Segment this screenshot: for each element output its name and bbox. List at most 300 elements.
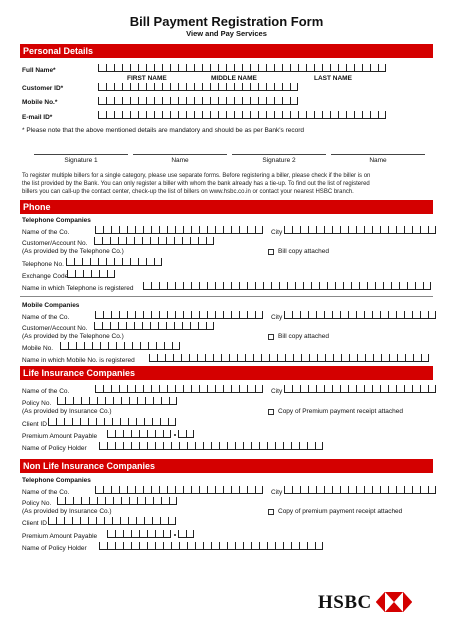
char-box[interactable] [251,542,259,550]
char-box[interactable] [428,311,436,319]
char-box[interactable] [123,430,131,438]
char-box[interactable] [213,354,221,362]
char-box[interactable] [64,517,72,525]
char-box[interactable] [210,97,218,105]
char-box[interactable] [282,83,290,91]
char-box[interactable] [183,311,191,319]
char-box[interactable] [199,311,207,319]
nonlife-city-field[interactable] [284,486,436,494]
char-box[interactable] [284,486,292,494]
char-box[interactable] [330,64,338,72]
char-box[interactable] [428,226,436,234]
char-box[interactable] [60,342,68,350]
char-box[interactable] [151,385,159,393]
tel-city-field[interactable] [284,226,436,234]
char-box[interactable] [243,542,251,550]
char-box[interactable] [150,237,158,245]
char-box[interactable] [162,64,170,72]
mobile-field[interactable] [98,97,298,105]
char-box[interactable] [412,311,420,319]
char-box[interactable] [89,497,97,505]
char-box[interactable] [428,385,436,393]
char-box[interactable] [102,322,110,330]
char-box[interactable] [170,83,178,91]
char-box[interactable] [340,226,348,234]
char-box[interactable] [396,226,404,234]
char-box[interactable] [167,311,175,319]
char-box[interactable] [226,83,234,91]
char-box[interactable] [154,111,162,119]
char-box[interactable] [298,64,306,72]
char-box[interactable] [215,226,223,234]
char-box[interactable] [159,226,167,234]
char-box[interactable] [170,97,178,105]
char-box[interactable] [258,64,266,72]
char-box[interactable] [250,111,258,119]
char-box[interactable] [202,64,210,72]
char-box[interactable] [292,311,300,319]
char-box[interactable] [195,542,203,550]
life-holder-field[interactable] [99,442,323,450]
char-box[interactable] [231,486,239,494]
char-box[interactable] [202,83,210,91]
char-box[interactable] [235,542,243,550]
char-box[interactable] [95,486,103,494]
char-box[interactable] [159,282,167,290]
char-box[interactable] [210,83,218,91]
char-box[interactable] [120,517,128,525]
char-box[interactable] [149,354,157,362]
char-box[interactable] [81,497,89,505]
char-box[interactable] [239,226,247,234]
char-box[interactable] [132,342,140,350]
char-box[interactable] [111,486,119,494]
char-box[interactable] [95,385,103,393]
char-box[interactable] [183,486,191,494]
char-box[interactable] [88,517,96,525]
char-box[interactable] [299,542,307,550]
char-box[interactable] [365,354,373,362]
char-box[interactable] [135,385,143,393]
char-box[interactable] [182,237,190,245]
char-box[interactable] [48,418,56,426]
char-box[interactable] [122,111,130,119]
char-box[interactable] [67,270,75,278]
char-box[interactable] [194,97,202,105]
char-box[interactable] [138,83,146,91]
char-box[interactable] [259,542,267,550]
char-box[interactable] [404,385,412,393]
char-box[interactable] [364,226,372,234]
char-box[interactable] [197,354,205,362]
char-box[interactable] [303,282,311,290]
life-city-field[interactable] [284,385,436,393]
char-box[interactable] [155,442,163,450]
char-box[interactable] [316,385,324,393]
char-box[interactable] [215,311,223,319]
char-box[interactable] [98,83,106,91]
char-box[interactable] [373,354,381,362]
char-box[interactable] [156,342,164,350]
char-box[interactable] [283,442,291,450]
char-box[interactable] [421,354,429,362]
char-box[interactable] [407,282,415,290]
full-name-field[interactable] [98,64,386,72]
char-box[interactable] [107,430,115,438]
char-box[interactable] [255,226,263,234]
char-box[interactable] [190,322,198,330]
char-box[interactable] [356,226,364,234]
char-box[interactable] [130,83,138,91]
char-box[interactable] [152,517,160,525]
char-box[interactable] [144,418,152,426]
char-box[interactable] [325,354,333,362]
char-box[interactable] [198,322,206,330]
char-box[interactable] [215,282,223,290]
char-box[interactable] [142,322,150,330]
char-box[interactable] [223,486,231,494]
char-box[interactable] [348,385,356,393]
char-box[interactable] [57,497,65,505]
char-box[interactable] [130,111,138,119]
char-box[interactable] [119,311,127,319]
char-box[interactable] [146,97,154,105]
char-box[interactable] [127,486,135,494]
char-box[interactable] [73,497,81,505]
char-box[interactable] [169,497,177,505]
char-box[interactable] [158,322,166,330]
char-box[interactable] [191,385,199,393]
char-box[interactable] [356,385,364,393]
char-box[interactable] [330,111,338,119]
char-box[interactable] [279,282,287,290]
char-box[interactable] [380,486,388,494]
char-box[interactable] [166,237,174,245]
char-box[interactable] [178,111,186,119]
char-box[interactable] [127,311,135,319]
char-box[interactable] [187,542,195,550]
char-box[interactable] [391,282,399,290]
char-box[interactable] [247,311,255,319]
char-box[interactable] [332,226,340,234]
char-box[interactable] [160,517,168,525]
char-box[interactable] [178,83,186,91]
char-box[interactable] [223,226,231,234]
tel-company-name-field[interactable] [95,226,263,234]
char-box[interactable] [74,258,82,266]
char-box[interactable] [102,237,110,245]
char-box[interactable] [243,442,251,450]
char-box[interactable] [332,385,340,393]
char-box[interactable] [290,97,298,105]
char-box[interactable] [199,385,207,393]
char-box[interactable] [115,430,123,438]
char-box[interactable] [104,418,112,426]
char-box[interactable] [105,497,113,505]
char-box[interactable] [372,486,380,494]
char-box[interactable] [404,226,412,234]
char-box[interactable] [290,64,298,72]
char-box[interactable] [120,418,128,426]
char-box[interactable] [290,111,298,119]
char-box[interactable] [191,282,199,290]
char-box[interactable] [203,442,211,450]
char-box[interactable] [227,542,235,550]
char-box[interactable] [223,311,231,319]
char-box[interactable] [362,64,370,72]
char-box[interactable] [154,97,162,105]
char-box[interactable] [170,111,178,119]
char-box[interactable] [99,542,107,550]
char-box[interactable] [181,354,189,362]
char-box[interactable] [380,385,388,393]
char-box[interactable] [186,430,194,438]
char-box[interactable] [76,342,84,350]
char-box[interactable] [168,418,176,426]
char-box[interactable] [341,354,349,362]
char-box[interactable] [98,64,106,72]
char-box[interactable] [121,397,129,405]
char-box[interactable] [129,497,137,505]
char-box[interactable] [107,542,115,550]
char-box[interactable] [106,83,114,91]
char-box[interactable] [207,226,215,234]
char-box[interactable] [122,97,130,105]
char-box[interactable] [164,342,172,350]
char-box[interactable] [351,282,359,290]
char-box[interactable] [179,442,187,450]
char-box[interactable] [119,226,127,234]
char-box[interactable] [250,97,258,105]
char-box[interactable] [143,486,151,494]
char-box[interactable] [308,311,316,319]
char-box[interactable] [138,64,146,72]
char-box[interactable] [274,111,282,119]
char-box[interactable] [324,486,332,494]
char-box[interactable] [284,385,292,393]
char-box[interactable] [340,486,348,494]
char-box[interactable] [210,64,218,72]
char-box[interactable] [235,442,243,450]
char-box[interactable] [119,486,127,494]
char-box[interactable] [311,282,319,290]
char-box[interactable] [372,311,380,319]
char-box[interactable] [348,486,356,494]
char-box[interactable] [147,530,155,538]
char-box[interactable] [349,354,357,362]
char-box[interactable] [356,486,364,494]
char-box[interactable] [282,111,290,119]
char-box[interactable] [103,486,111,494]
char-box[interactable] [412,226,420,234]
char-box[interactable] [332,311,340,319]
char-box[interactable] [113,397,121,405]
char-box[interactable] [194,64,202,72]
char-box[interactable] [283,542,291,550]
char-box[interactable] [167,385,175,393]
char-box[interactable] [135,226,143,234]
char-box[interactable] [146,83,154,91]
char-box[interactable] [397,354,405,362]
char-box[interactable] [307,442,315,450]
char-box[interactable] [396,385,404,393]
char-box[interactable] [372,226,380,234]
char-box[interactable] [253,354,261,362]
char-box[interactable] [64,418,72,426]
char-box[interactable] [81,397,89,405]
char-box[interactable] [80,418,88,426]
char-box[interactable] [103,385,111,393]
char-box[interactable] [423,282,431,290]
char-box[interactable] [412,385,420,393]
char-box[interactable] [428,486,436,494]
char-box[interactable] [300,226,308,234]
char-box[interactable] [306,64,314,72]
char-box[interactable] [223,385,231,393]
char-box[interactable] [202,111,210,119]
char-box[interactable] [247,282,255,290]
char-box[interactable] [239,311,247,319]
char-box[interactable] [275,542,283,550]
mob-company-name-field[interactable] [95,311,263,319]
char-box[interactable] [128,517,136,525]
char-box[interactable] [159,311,167,319]
char-box[interactable] [375,282,383,290]
char-box[interactable] [389,354,397,362]
char-box[interactable] [114,83,122,91]
char-box[interactable] [161,397,169,405]
char-box[interactable] [396,486,404,494]
char-box[interactable] [123,442,131,450]
char-box[interactable] [335,282,343,290]
char-box[interactable] [195,442,203,450]
char-box[interactable] [97,397,105,405]
char-box[interactable] [266,64,274,72]
char-box[interactable] [274,83,282,91]
char-box[interactable] [170,64,178,72]
char-box[interactable] [138,111,146,119]
char-box[interactable] [348,311,356,319]
char-box[interactable] [364,385,372,393]
char-box[interactable] [221,354,229,362]
char-box[interactable] [65,497,73,505]
char-box[interactable] [140,342,148,350]
char-box[interactable] [68,342,76,350]
name-1-line[interactable] [133,154,227,155]
char-box[interactable] [110,237,118,245]
char-box[interactable] [315,442,323,450]
char-box[interactable] [98,97,106,105]
char-box[interactable] [98,111,106,119]
char-box[interactable] [162,83,170,91]
char-box[interactable] [161,497,169,505]
char-box[interactable] [295,282,303,290]
char-box[interactable] [84,342,92,350]
char-box[interactable] [137,497,145,505]
char-box[interactable] [73,397,81,405]
char-box[interactable] [380,311,388,319]
char-box[interactable] [112,418,120,426]
char-box[interactable] [151,226,159,234]
char-box[interactable] [405,354,413,362]
char-box[interactable] [98,258,106,266]
char-box[interactable] [178,97,186,105]
char-box[interactable] [372,385,380,393]
char-box[interactable] [111,226,119,234]
exchange-code-field[interactable] [67,270,115,278]
char-box[interactable] [83,270,91,278]
nonlife-company-name-field[interactable] [95,486,263,494]
char-box[interactable] [324,226,332,234]
char-box[interactable] [388,486,396,494]
char-box[interactable] [343,282,351,290]
char-box[interactable] [324,311,332,319]
char-box[interactable] [97,497,105,505]
life-company-name-field[interactable] [95,385,263,393]
char-box[interactable] [143,385,151,393]
char-box[interactable] [340,311,348,319]
life-policy-field[interactable] [57,397,177,405]
char-box[interactable] [178,530,186,538]
char-box[interactable] [104,517,112,525]
char-box[interactable] [255,385,263,393]
char-box[interactable] [234,83,242,91]
char-box[interactable] [226,97,234,105]
char-box[interactable] [354,64,362,72]
char-box[interactable] [138,97,146,105]
char-box[interactable] [388,311,396,319]
char-box[interactable] [130,258,138,266]
char-box[interactable] [370,111,378,119]
tel-registered-field[interactable] [143,282,431,290]
char-box[interactable] [112,517,120,525]
char-box[interactable] [292,486,300,494]
char-box[interactable] [174,237,182,245]
char-box[interactable] [255,311,263,319]
char-box[interactable] [147,442,155,450]
char-box[interactable] [210,111,218,119]
char-box[interactable] [130,64,138,72]
char-box[interactable] [322,111,330,119]
char-box[interactable] [124,342,132,350]
char-box[interactable] [388,226,396,234]
char-box[interactable] [143,282,151,290]
char-box[interactable] [179,542,187,550]
char-box[interactable] [357,354,365,362]
char-box[interactable] [128,418,136,426]
char-box[interactable] [111,385,119,393]
char-box[interactable] [82,258,90,266]
char-box[interactable] [348,226,356,234]
char-box[interactable] [370,64,378,72]
char-box[interactable] [319,282,327,290]
char-box[interactable] [315,542,323,550]
char-box[interactable] [287,282,295,290]
char-box[interactable] [126,322,134,330]
mob-city-field[interactable] [284,311,436,319]
char-box[interactable] [186,97,194,105]
char-box[interactable] [111,311,119,319]
char-box[interactable] [367,282,375,290]
char-box[interactable] [106,111,114,119]
char-box[interactable] [162,111,170,119]
char-box[interactable] [139,530,147,538]
char-box[interactable] [309,354,317,362]
char-box[interactable] [299,442,307,450]
char-box[interactable] [154,258,162,266]
char-box[interactable] [247,486,255,494]
char-box[interactable] [308,385,316,393]
